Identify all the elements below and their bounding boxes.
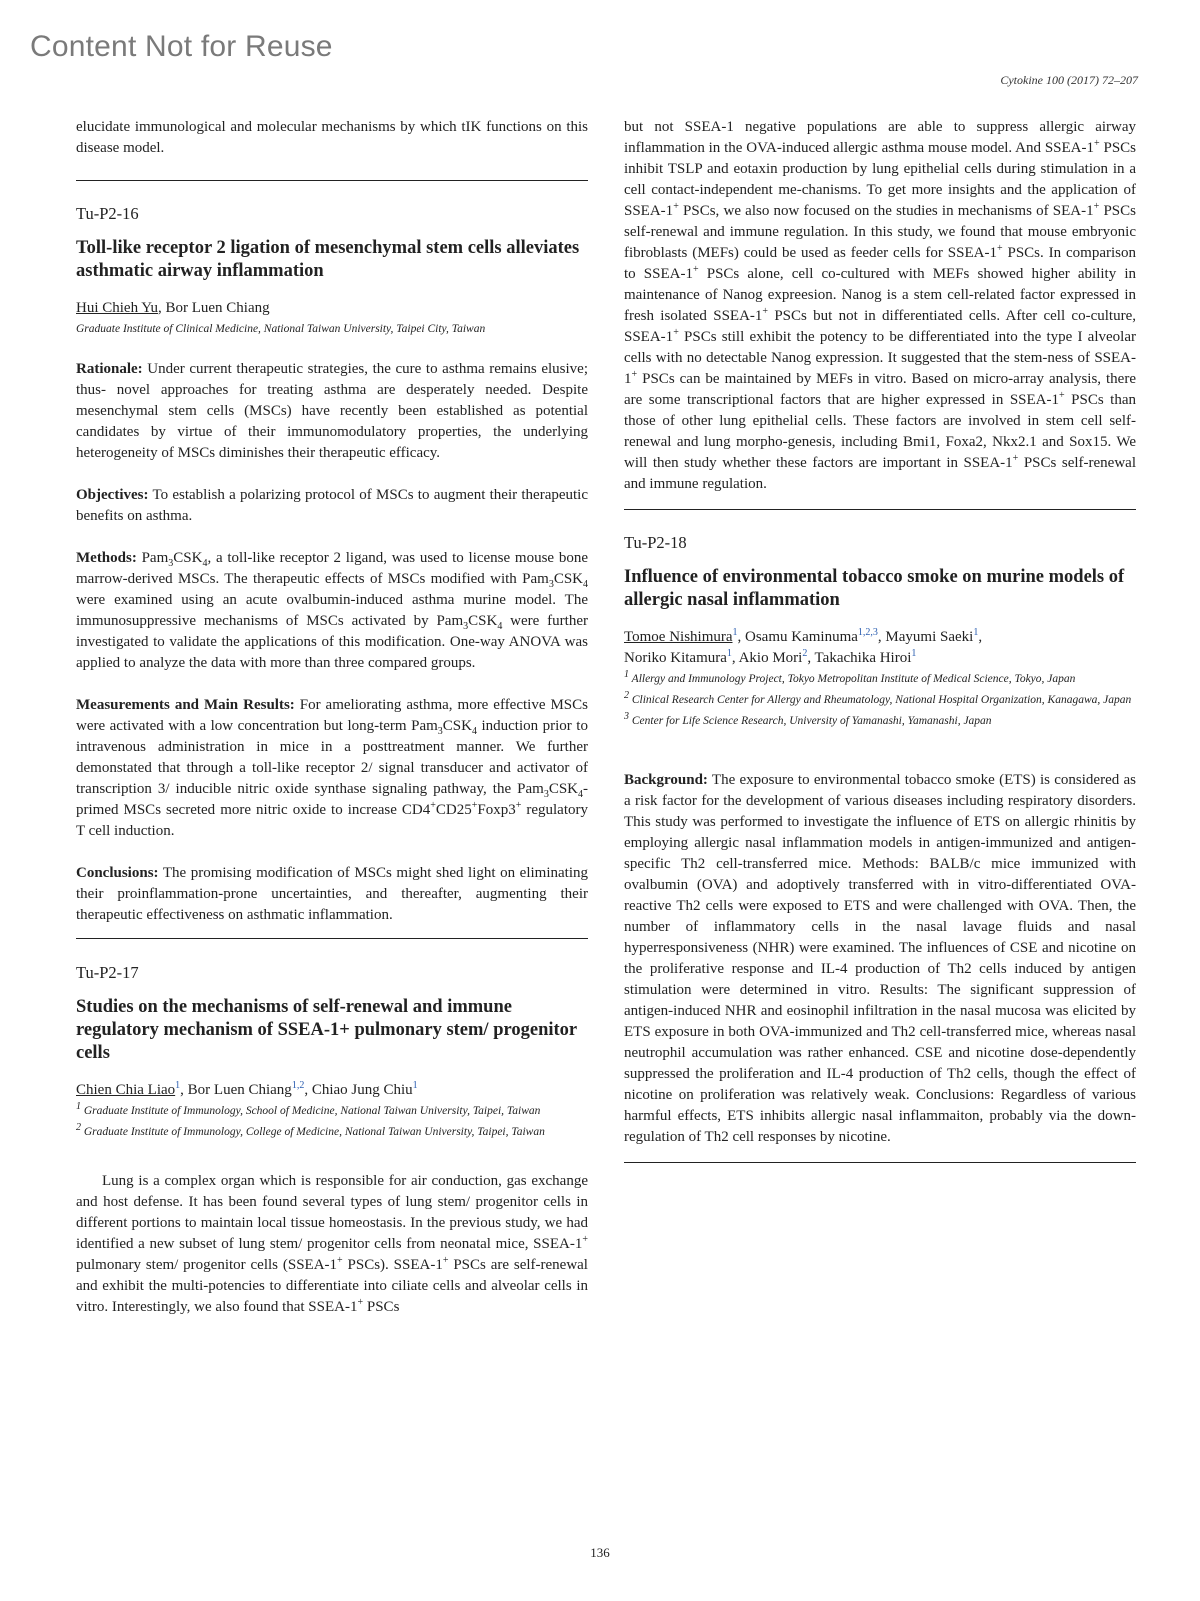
affiliation: $^2$ Clinical Research Center for Allergy and Rheumatology, National Hospital Organization, Kanagawa, Japan (624, 690, 1132, 706)
affiliation: $^1$ Graduate Institute of Immunology, School of Medicine, National Taiwan University, Taipei, Taiwan (76, 1101, 541, 1117)
abstract-code: Tu-P2-16 (76, 204, 139, 223)
compound-name: $Pam_3CSK_4$ (522, 571, 588, 590)
results-text: induction prior to intravenous administration in mice in a posttreatment manner. We further demonstated that through a toll-like receptor 2/ signal transducer and activator of transcription 3/ inducible nitric oxide synthase signaling pathway, the (76, 718, 588, 797)
rationale-paragraph (76, 359, 588, 464)
author-list: Chien Chia Liao$^1$, Bor Luen Chiang$^{1,2}$, Chiao Jung Chiu$^1$ (76, 1080, 418, 1098)
methods-text: were further investigated to validate the applications of this modification. One-way ANOVA was applied to analyze the data with more than three compared groups. (76, 613, 588, 671)
conclusions-text: The promising modification of MSCs might shed light on eliminating their proinflammation-prone uncertainties, and thereafter, augmenting their therapeutic effectiveness on asthmatic inflammation. (76, 865, 588, 923)
methods-text: were examined using an acute ovalbumin-induced asthma murine model. The immunosuppressive mechanisms of MSCs activated by (76, 592, 588, 629)
abstract-title: Influence of environmental tobacco smoke on murine models of allergic nasal inflammation (624, 567, 1125, 610)
results-paragraph: Measurements and Main Results: For ameliorating asthma, more effective MSCs were activated with a low concentration but long-term $Pam_3CSK_4$ induction prior to intravenous administration in mice in a posttreatment manner. We further demonstated that through a toll-like receptor 2/ signal transducer and activator of transcription 3/ inducible nitric oxide synthase signaling pathway, the $Pam_3CSK_4$-primed MSCs secreted more nitric oxide to increase CD4+CD25+Foxp3+ regulatory T cell induction. (76, 697, 589, 839)
background-paragraph (624, 770, 1136, 1148)
methods-text: , a toll-like receptor 2 ligand, was used to license mouse bone marrow-derived MSCs. The therapeutic effects of MSCs modified with (76, 550, 589, 587)
affiliation: $^2$ Graduate Institute of Immunology, College of Medicine, National Taiwan University, Taipei, Taiwan (76, 1122, 545, 1138)
section-divider (76, 938, 588, 939)
abstract-code: Tu-P2-17 (76, 963, 139, 982)
abstract-title: Studies on the mechanisms of self-renewal and immune regulatory mechanism of SSEA-1+ pulmonary stem/ progenitor cells (76, 997, 577, 1063)
rationale-label: Rationale: (76, 361, 143, 377)
author-list: Tomoe Nishimura$^1$, Osamu Kaminuma$^{1,2,3}$, Mayumi Saeki$^1$, Noriko Kitamura$^1$, Akio Mori$^2$, Takachika Hiroi$^1$ (624, 627, 983, 666)
presenting-author: Tomoe Nishimura (624, 629, 733, 645)
section-divider (76, 180, 588, 181)
methods-paragraph (76, 548, 588, 674)
affiliation: $^1$ Allergy and Immunology Project, Tokyo Metropolitan Institute of Medical Science, Tokyo, Japan (624, 669, 1076, 685)
compound-name: $Pam_3CSK_4$ (411, 718, 477, 737)
objectives-label: Objectives: (76, 487, 149, 503)
abstract-title: Toll-like receptor 2 ligation of mesenchymal stem cells alleviates asthmatic airway inflammation (76, 238, 580, 281)
results-text: -primed MSCs secreted more nitric oxide to increase CD4 (76, 781, 588, 818)
compound-name: $Pam_3CSK_4$ (141, 550, 208, 569)
objectives-paragraph (76, 485, 588, 527)
methods-label: Methods: (76, 550, 137, 566)
watermark: Content Not for Reuse (30, 30, 333, 63)
conclusions-paragraph (76, 863, 588, 926)
background-label: Background: (624, 772, 708, 788)
presenting-author: Hui Chieh Yu (76, 300, 158, 316)
background-text: The exposure to environmental tobacco smoke (ETS) is considered as a risk factor for the development of various diseases including respiratory disorders. This study was performed to investigate the influence of ETS on allergic rhinitis by employing allergic nasal inflammation models in antigen-immunized and antigen-specific Th2 cell-transferred mice. Methods: BALB/c mice immunized with ovalbumin (OVA) and adoptively transferred with in vitro-differentiated OVA-reactive Th2 cells were exposed to ETS and were challenged with OVA. Then, the number of inflammatory cells in the nasal lavage fluids and nasal hyperresponsiveness (NHR) were examined. The influences of CSE and nicotine on the proliferative response and IL-4 production of Th2 cells induced by antigen stimulation were determined in vitro. Results: The significant suppression of antigen-induced NHR and eosinophil infiltration in the nasal mucosa was elicited by ETS exposure in both OVA-immunized and Th2 cell-transferred mice, whereas nasal neutrophil accumulation was rather enhanced. CSE and nicotine dose-dependently suppressed the proliferation and IL-4 production of Th2 cells, though the effect of nicotine on proliferation was relatively weak. Conclusions: Regardless of various harmful effects, ETS inhibits allergic nasal inflammaiton, probably via the down-regulation of Th2 cell responses by nicotine. (624, 772, 1136, 1145)
section-divider (624, 509, 1136, 510)
intro-paragraph: elucidate immunological and molecular mechanisms by which tIK functions on this disease model. (76, 119, 588, 156)
results-label: Measurements and Main Results: (76, 697, 295, 713)
section-divider (624, 1162, 1136, 1163)
objectives-text: To establish a polarizing protocol of MSCs to augment their therapeutic benefits on asthma. (76, 487, 588, 524)
compound-name: $Pam_3CSK_4$ (436, 613, 503, 632)
abstract-body-continued: but not SSEA-1 negative populations are able to suppress allergic airway inflammation in the OVA-induced allergic asthma mouse model. And SSEA-1+ PSCs inhibit TSLP and eotaxin production by lung epithelial cells during stimulation in a cell contact-independent me-chanisms. To get more insights and the application of SSEA-1+ PSCs, we also now focused on the studies in mechanisms of SEA-1+ PSCs self-renewal and immune regulation. In this study, we found that mouse embryonic fibroblasts (MEFs) could be used as feeder cells for SSEA-1+ PSCs. In comparison to SSEA-1+ PSCs alone, cell co-cultured with MEFs showed higher ability in maintenance of Nanog expreesion. Nanog is a stem cell-related factor expressed in fresh isolated SSEA-1+ PSCs but not in differentiated cells. After cell co-culture, SSEA-1+ PSCs still exhibit the potency to be differentiated into the type I alveolar cells with no detectable Nanog expression. It suggested that the stem-ness of SSEA-1+ PSCs can be maintained by MEFs in vitro. Based on micro-array analysis, there are some transcriptional factors that are higher expressed in SSEA-1+ PSCs than those of other lung epithelial cells. These factors are involved in stem cell self-renewal and lung morpho-genesis, including Bmi1, Foxa2, Nkx2.1 and Sox15. We will then study whether these factors are important in SSEA-1+ PSCs self-renewal and immune regulation. (624, 119, 1137, 492)
presenting-author: Chien Chia Liao (76, 1082, 176, 1098)
author-names: , Bor Luen Chiang (157, 300, 270, 316)
rationale-text: Under current therapeutic strategies, the cure to asthma remains elusive; thus- novel approaches for treating asthma are desperately needed. Despite mesenchymal stem cells (MSCs) have recently been established as potential candidates by virtue of their immunomodulatory properties, the underlying heterogeneity of MSCs diminishes their therapeutic efficacy. (76, 361, 588, 461)
running-head: Cytokine 100 (2017) 72–207 (1000, 73, 1138, 87)
author-list (76, 298, 588, 319)
affiliation: $^3$ Center for Life Science Research, University of Yamanashi, Yamanashi, Japan (624, 711, 992, 727)
left-column (76, 117, 588, 1318)
page-number: 136 (590, 1545, 610, 1560)
affiliation: Graduate Institute of Clinical Medicine, National Taiwan University, Taipei City, Taiwan (76, 323, 486, 335)
compound-name: $Pam_3CSK_4$ (517, 781, 583, 800)
abstract-body: Lung is a complex organ which is responsible for air conduction, gas exchange and host defense. It has been found several types of lung stem/ progenitor cells in different portions to maintain local tissue homeostasis. In the previous study, we had identified a new subset of lung stem/ progenitor cells from neonatal mice, SSEA-1+ pulmonary stem/ progenitor cells (SSEA-1+ PSCs). SSEA-1+ PSCs are self-renewal and exhibit the multi-potencies to differentiate into ciliate cells and alveolar cells in vitro. Interestingly, we also found that SSEA-1+ PSCs (76, 1173, 588, 1315)
results-text: For ameliorating asthma, more effective MSCs were activated with a low concentration but long-term (76, 697, 588, 734)
conclusions-label: Conclusions: (76, 865, 159, 881)
right-column (624, 117, 1136, 1163)
abstract-code: Tu-P2-18 (624, 533, 687, 552)
